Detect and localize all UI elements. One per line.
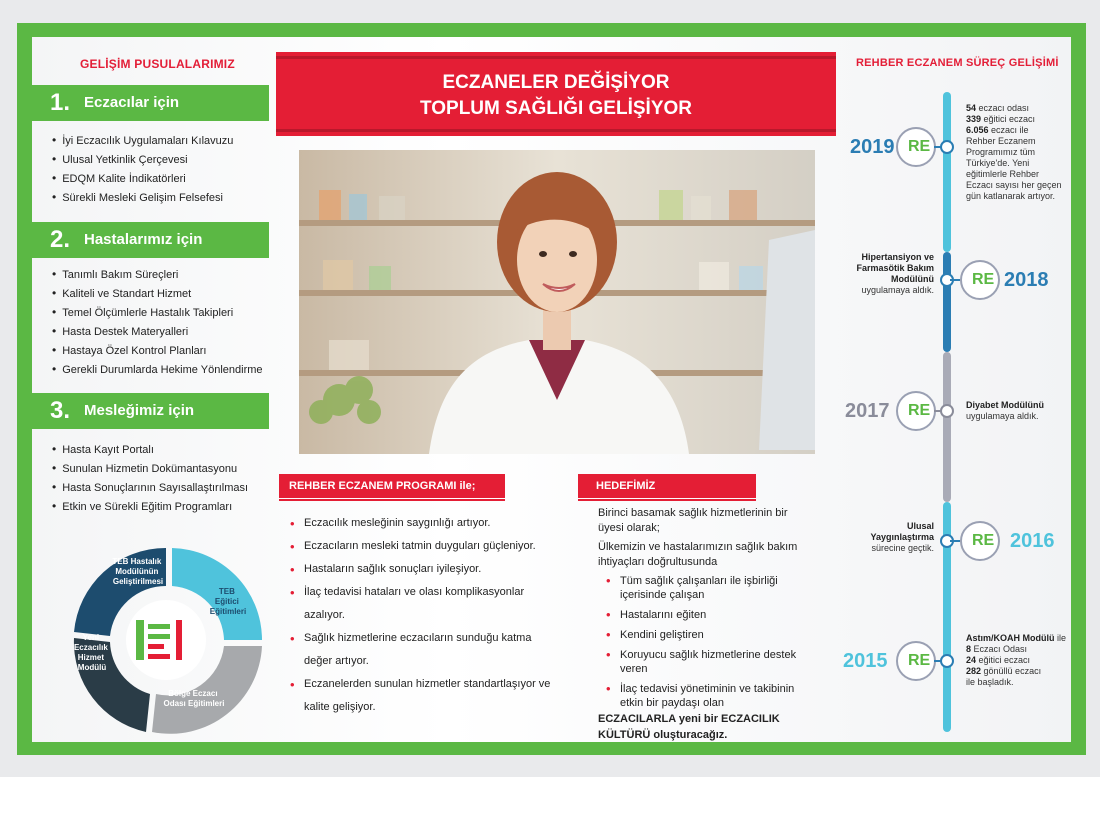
list-item: • Eczanelerden sunulan hizmetler standartlaşıyor ve kalite gelişiyor. [290, 673, 560, 719]
logo-text: RE [908, 652, 931, 669]
cycle-label-line: Hizmet [77, 653, 104, 662]
list-item: • Kendini geliştiren [606, 628, 816, 642]
list-item: • Gerekli Durumlarda Hekime Yönlendirme [52, 360, 263, 379]
band-profession [32, 393, 269, 429]
cycle-label-line: Eğitimleri [209, 607, 247, 616]
year-2016: 2016 [1010, 530, 1055, 552]
list-item: • İlaç tedavisi hataları ve olası komplikasyonlar azalıyor. [290, 581, 560, 627]
list-item: • EDQM Kalite İndikatörleri [52, 169, 233, 188]
list-item: • Temel Ölçümlerle Hastalık Takipleri [52, 303, 263, 322]
program-title: REHBER ECZANEM PROGRAMI ile; [289, 480, 476, 492]
timeline-dot [940, 140, 954, 154]
band-label: Hastalarımız için [84, 231, 203, 248]
cycle-label-line: Modülünün [115, 567, 159, 576]
band-number: 2. [50, 226, 71, 253]
cycle-label-line: TEB [218, 587, 235, 596]
list-item: • Hasta Sonuçlarının Sayısallaştırılması [52, 478, 248, 497]
cycle-label-line: Bölge Eczacı [168, 689, 218, 698]
milestone-2018: Hipertansiyon ve Farmasötik Bakım Modülünü uygulamaya aldık. [856, 252, 934, 295]
list-item: • Hasta Kayıt Portalı [52, 440, 248, 459]
band-patients [32, 222, 269, 258]
cycle-label-line: Geliştirilmesi [112, 577, 164, 586]
logo-text: RE [908, 138, 931, 155]
goal-title: HEDEFİMİZ [596, 480, 656, 492]
list-item: • İlaç tedavisi yönetiminin ve takibinin etkin bir paydaşı olan [606, 682, 816, 710]
pharmacist-list [52, 131, 233, 207]
year-2017: 2017 [845, 400, 890, 422]
title-banner [276, 52, 836, 136]
list-item: • Sunulan Hizmetin Dokümantasyonu [52, 459, 248, 478]
svg-text:TEB Hastalık Modülünün [112, 557, 163, 586]
list-item: • Hastaların sağlık sonuçları iyileşiyor. [290, 558, 560, 581]
list-item: • Kaliteli ve Standart Hizmet [52, 284, 263, 303]
year-2019: 2019 [850, 136, 895, 158]
pharmacist-photo [299, 150, 815, 454]
band-label: Mesleğimiz için [84, 402, 195, 419]
cycle-label-line: Eczacılık [73, 643, 108, 652]
re-logo-icon [896, 641, 936, 681]
band-pharmacists [32, 85, 269, 121]
banner-line-1: ECZANELER DEĞİŞİYOR [442, 72, 670, 93]
left-section-title: GELİŞİM PUSULALARIMIZ [80, 57, 235, 71]
cycle-label-line: Yeni [82, 633, 100, 642]
list-item: • Sağlık hizmetlerine eczacıların sunduğu katma değer artıyor. [290, 627, 560, 673]
band-label: Eczacılar için [84, 94, 180, 111]
year-2015: 2015 [843, 650, 888, 672]
re-logo-icon [896, 391, 936, 431]
milestone-2017: Diyabet Modülünü uygulamaya aldık. [966, 400, 1044, 421]
list-item: • Eczacılık mesleğinin saygınlığı artıyor. [290, 512, 560, 535]
goal-list [606, 574, 816, 710]
list-item: • Sürekli Mesleki Gelişim Felsefesi [52, 188, 233, 207]
band-number: 3. [50, 397, 71, 424]
band-number: 1. [50, 89, 71, 116]
goal-header [578, 474, 756, 498]
cycle-label-line: Odası Eğitimleri [163, 699, 225, 708]
re-logo-icon [896, 127, 936, 167]
cycle-label-line: Eğitici [214, 597, 239, 606]
milestone-2016: Ulusal Yaygınlaştırma sürecine geçtik. [870, 521, 934, 553]
profession-list [52, 440, 248, 516]
re-logo-icon [960, 260, 1000, 300]
logo-text: RE [972, 271, 995, 288]
list-item: • Hastaya Özel Kontrol Planları [52, 341, 263, 360]
list-item: • Etkin ve Sürekli Eğitim Programları [52, 497, 248, 516]
program-header [279, 474, 505, 498]
cycle-label-line: Modülü [77, 663, 107, 672]
cycle-label-line: TEB Hastalık [112, 557, 162, 566]
list-item: • İyi Eczacılık Uygulamaları Kılavuzu [52, 131, 233, 150]
goal-context: Ülkemizin ve hastalarımızın sağlık bakım ihtiyaçları doğrultusunda [598, 541, 798, 568]
list-item: • Tüm sağlık çalışanları ile işbirliği içerisinde çalışan [606, 574, 816, 602]
re-logo-icon [960, 521, 1000, 561]
milestone-2015: Astım/KOAH Modülü ile 8 Eczacı Odası 24 eğitici eczacı 282 gönüllü eczacı ile başladık. [966, 633, 1067, 687]
logo-text: RE [908, 402, 931, 419]
logo-text: RE [972, 532, 995, 549]
list-item: • Eczacıların mesleki tatmin duyguları güçleniyor. [290, 535, 560, 558]
timeline-dot [940, 654, 954, 668]
list-item: • Koruyucu sağlık hizmetlerine destek veren [606, 648, 816, 676]
year-2018: 2018 [1004, 269, 1049, 291]
goal-intro: Birinci basamak sağlık hizmetlerinin bir üyesi olarak; [598, 507, 788, 534]
list-item: • Tanımlı Bakım Süreçleri [52, 265, 263, 284]
timeline-title: REHBER ECZANEM SÜREÇ GELİŞİMİ [856, 57, 1059, 69]
program-list [290, 512, 560, 719]
goal-closing: ECZACILARLA yeni bir ECZACILIK KÜLTÜRÜ oluşturacağız. [598, 713, 780, 741]
list-item: • Hasta Destek Materyalleri [52, 322, 263, 341]
list-item: • Hastalarını eğiten [606, 608, 816, 622]
patient-list [52, 265, 263, 379]
milestone-2019: 54 eczacı odası 339 eğitici eczacı 6.056 eczacı ile Rehber Eczanem Programımız tüm Türkiye'de. Yeni eğitimlerle Rehber Eczacı sayısı her geçen gün katlanarak artıyor. [966, 103, 1062, 201]
banner-line-2: TOPLUM SAĞLIĞI GELİŞİYOR [419, 98, 692, 119]
timeline-dot [940, 404, 954, 418]
cycle-diagram [52, 540, 280, 740]
list-item: • Ulusal Yetkinlik Çerçevesi [52, 150, 233, 169]
svg-text:Bölge Eczacı Odası Eğitiml [164, 689, 225, 708]
